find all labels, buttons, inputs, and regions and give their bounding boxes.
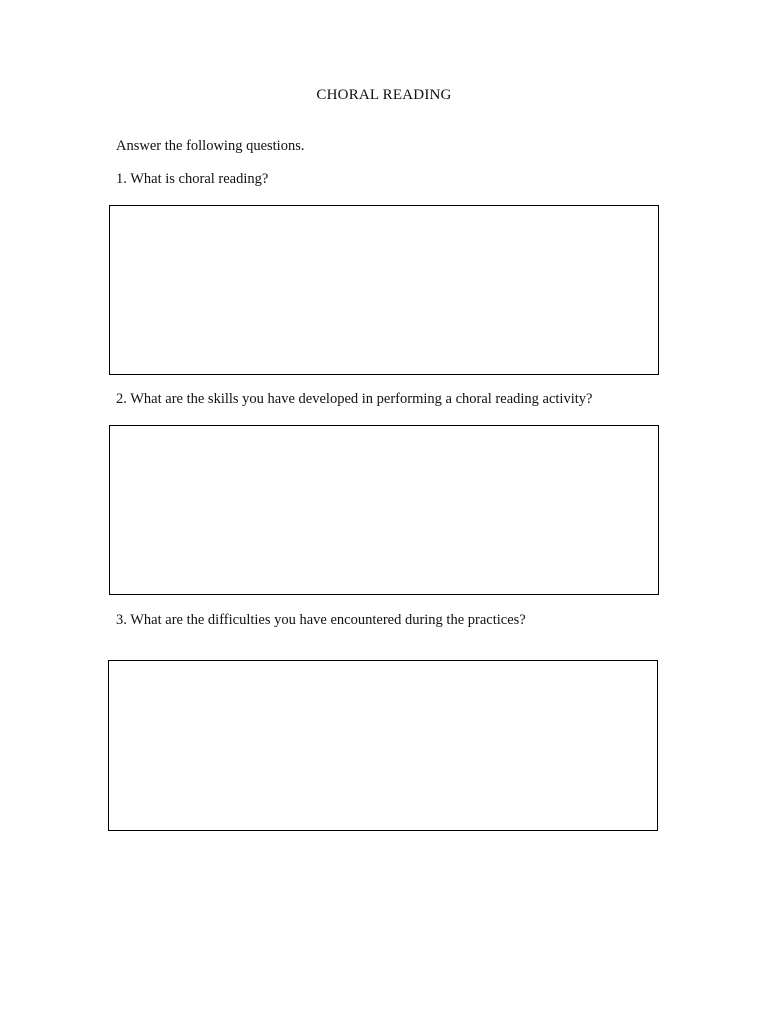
answer-box-3[interactable]: [108, 660, 658, 831]
question-2-text: 2. What are the skills you have developed in performing a choral reading activity?: [116, 391, 593, 407]
page-title: CHORAL READING: [316, 87, 452, 103]
answer-box-2[interactable]: [109, 425, 659, 595]
question-3-text: 3. What are the difficulties you have encountered during the practices?: [116, 612, 526, 628]
answer-box-1[interactable]: [109, 205, 659, 375]
question-1-text: 1. What is choral reading?: [116, 171, 269, 187]
instruction-text: Answer the following questions.: [116, 138, 305, 154]
